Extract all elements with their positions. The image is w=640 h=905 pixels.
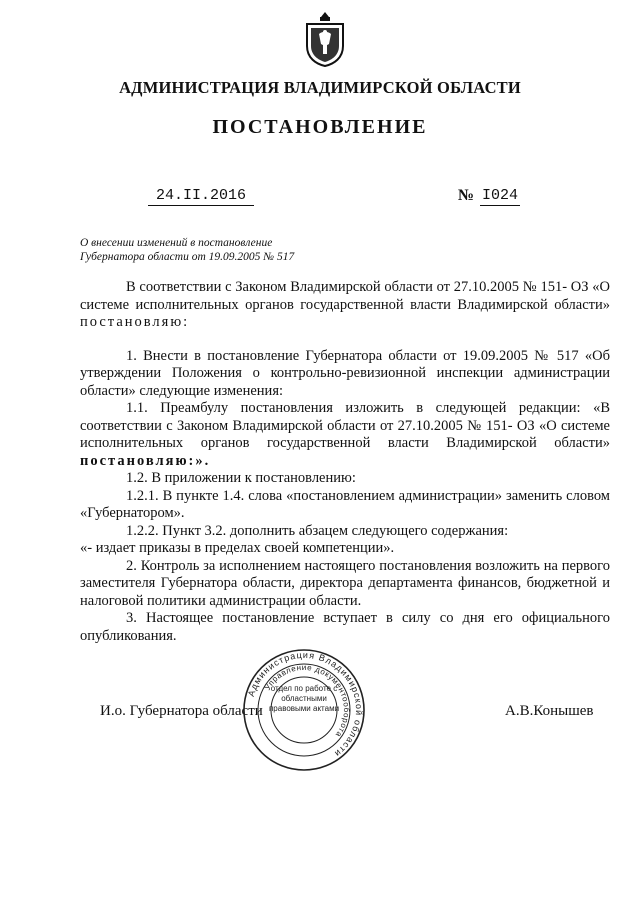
paragraph-item-1-2: 1.2. В приложении к постановлению: (126, 470, 356, 486)
subject-line: Губернатора области от 19.09.2005 № 517 (80, 251, 295, 263)
document-type-title: ПОСТАНОВЛЕНИЕ (212, 116, 428, 138)
paragraph-item-2: 2. Контроль за исполнением настоящего постановления возложить на первого заместителя Губернатора области, директора департамента финансов, бюджетной и налоговой политики администрации области. (80, 557, 610, 609)
paragraph-item-1-1 (80, 400, 610, 470)
resolution-word: постановляю:». (80, 452, 211, 469)
stamp-center-text: отдел по работе с областными правовыми актами (268, 684, 340, 713)
paragraph-quote: «- издает приказы в пределах своей компетенции». (80, 540, 395, 556)
stamp-ring-text: Администрация Владимирской области (245, 649, 365, 760)
subject-line: О внесении изменений в постановление (80, 237, 273, 249)
signatory-position: И.о. Губернатора области (100, 703, 263, 719)
organization-title: АДМИНИСТРАЦИЯ ВЛАДИМИРСКОЙ ОБЛАСТИ (119, 78, 521, 97)
paragraph-preamble (80, 279, 610, 332)
signatory-name: А.В.Конышев (505, 703, 594, 719)
document-date: 24.II.2016 (148, 187, 254, 206)
paragraph-item-3: 3. Настоящее постановление вступает в силу со дня его официального опубликования. (80, 610, 610, 644)
paragraph-item-1-2-2: 1.2.2. Пункт 3.2. дополнить абзацем следующего содержания: (126, 522, 509, 539)
paragraph-item-1: 1. Внести в постановление Губернатора области от 19.09.2005 № 517 «Об утверждении Положения о контрольно-ревизионной инспекции администрации области» следующие изменения: (80, 347, 610, 399)
number-label: № (458, 187, 475, 204)
document-subject (80, 236, 400, 264)
paragraph-item-1-2-1: 1.2.1. В пункте 1.4. слова «постановлением администрации» заменить словом «Губернатором». (80, 487, 610, 521)
paragraph-text: В соответствии с Законом Владимирской области от 27.10.2005 № 151- ОЗ «О системе исполнительных органов государственной власти Владимирской области» (80, 279, 610, 313)
stamp-ring-inner-text: Управление документооборота (262, 662, 352, 740)
document-body (80, 279, 610, 645)
coat-of-arms-icon (303, 10, 347, 68)
resolution-word: постановляю: (80, 314, 190, 330)
document-number: I024 (481, 187, 518, 204)
paragraph-text: 1.1. Преамбулу постановления изложить в следующей редакции: «В соответствии с Законом Владимирской области от 27.10.2005 № 151- ОЗ «О системе исполнительных органов государственной власти Владимирской области» (80, 400, 610, 451)
